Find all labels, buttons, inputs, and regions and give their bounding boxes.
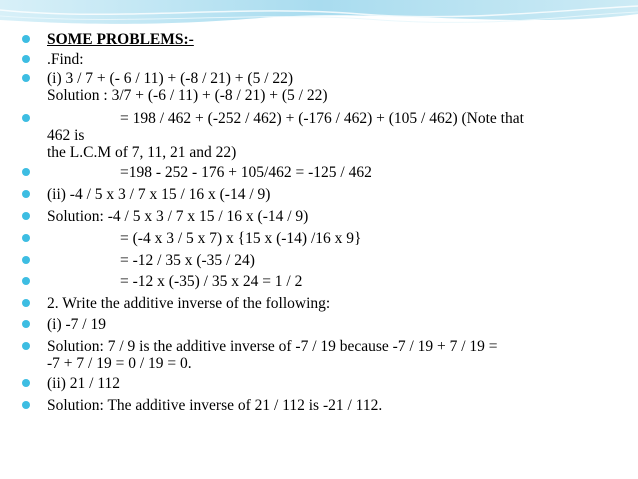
bullet-icon bbox=[22, 320, 30, 328]
list-item-text: = -12 / 35 x (-35 / 24) bbox=[120, 252, 255, 269]
list-item-text: Solution: The additive inverse of 21 / 112 is -21 / 112. bbox=[47, 397, 383, 414]
bullet-icon bbox=[22, 212, 30, 220]
bullet-icon bbox=[22, 168, 30, 176]
bullet-icon bbox=[22, 401, 30, 409]
bullet-icon bbox=[22, 234, 30, 242]
list-item-text: (ii) 21 / 112 bbox=[47, 375, 121, 392]
bullet-icon bbox=[22, 256, 30, 264]
list-item-continuation: 462 is bbox=[47, 127, 85, 144]
bullet-icon bbox=[22, 190, 30, 198]
solution-text: Solution : 3/7 + (-6 / 11) + (-8 / 21) + (5 / 22) bbox=[47, 87, 328, 104]
slide-title: SOME PROBLEMS:- bbox=[47, 31, 194, 48]
list-item-text: .Find: bbox=[47, 51, 84, 68]
problem-text: (i) 3 / 7 + (- 6 / 11) + (-8 / 21) + (5 / 22) bbox=[47, 70, 294, 87]
list-item-text: 2. Write the additive inverse of the following: bbox=[47, 295, 331, 312]
list-item-text: = (-4 x 3 / 5 x 7) x {15 x (-14) /16 x 9} bbox=[120, 230, 362, 247]
bullet-icon bbox=[22, 299, 30, 307]
list-item-continuation: the L.C.M of 7, 11, 21 and 22) bbox=[47, 144, 237, 161]
bullet-icon bbox=[22, 342, 30, 350]
list-item-continuation: -7 + 7 / 19 = 0 / 19 = 0. bbox=[47, 355, 192, 372]
list-item-text: (i) -7 / 19 bbox=[47, 316, 106, 333]
list-item-text: = -12 x (-35) / 35 x 24 = 1 / 2 bbox=[120, 273, 303, 290]
bullet-icon bbox=[22, 55, 30, 63]
bullet-icon bbox=[22, 277, 30, 285]
list-item-text: Solution: 7 / 9 is the additive inverse of -7 / 19 because -7 / 19 + 7 / 19 = bbox=[47, 338, 498, 355]
bullet-icon bbox=[22, 35, 30, 43]
bullet-icon bbox=[22, 379, 30, 387]
list-item-text: = 198 / 462 + (-252 / 462) + (-176 / 462) + (105 / 462) (Note that bbox=[120, 110, 524, 127]
bullet-icon bbox=[22, 74, 30, 82]
list-item-text bbox=[47, 70, 328, 104]
list-item-text: =198 - 252 - 176 + 105/462 = -125 / 462 bbox=[120, 164, 372, 181]
bullet-icon bbox=[22, 114, 30, 122]
list-item-text: Solution: -4 / 5 x 3 / 7 x 15 / 16 x (-14 / 9) bbox=[47, 208, 309, 225]
list-item-text: (ii) -4 / 5 x 3 / 7 x 15 / 16 x (-14 / 9) bbox=[47, 186, 271, 203]
